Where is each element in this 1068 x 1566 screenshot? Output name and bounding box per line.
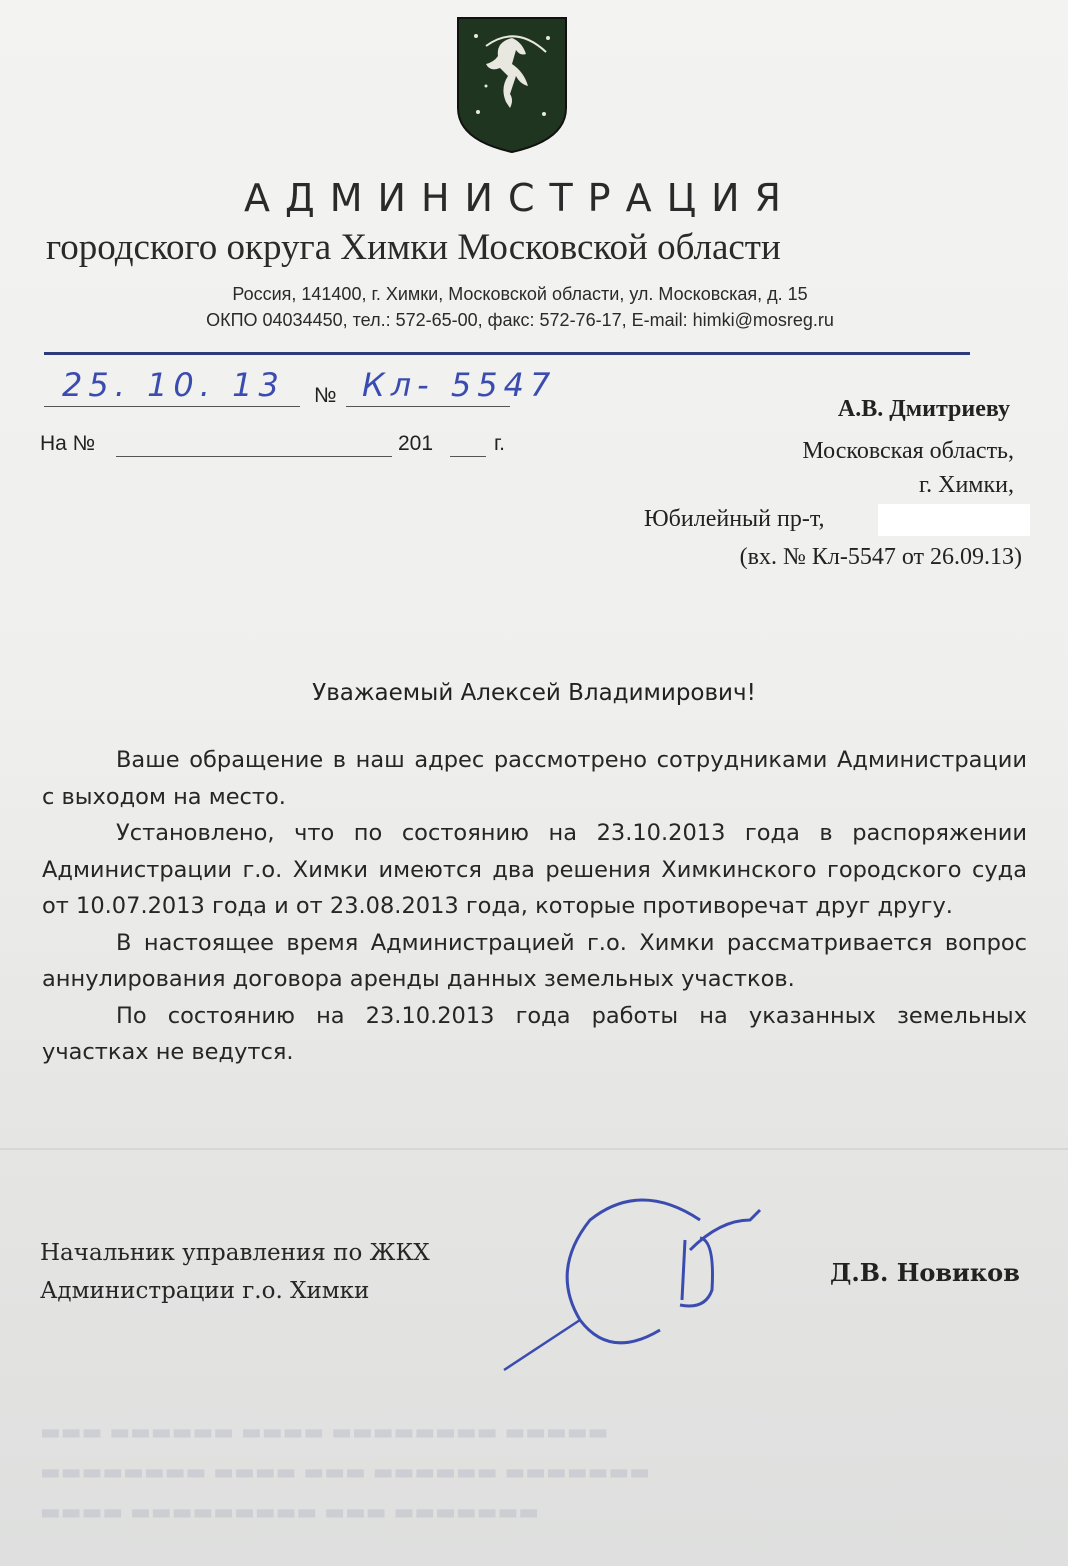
greeting: Уважаемый Алексей Владимирович! xyxy=(312,680,756,706)
recipient-city: г. Химки, xyxy=(918,472,1014,498)
organization-subtitle: городского округа Химки Московской области xyxy=(46,227,781,268)
paragraph: В настоящее время Администрацией г.о. Химки рассматривается вопрос аннулирования договора аренды данных земельных участков. xyxy=(42,929,1027,992)
coat-of-arms-icon xyxy=(456,16,568,154)
year-prefix: 201 xyxy=(398,432,434,455)
letter-body xyxy=(42,742,1027,1071)
incoming-reference: (вх. № Кл-5547 от 26.09.13) xyxy=(739,544,1022,570)
paragraph: Ваше обращение в наш адрес рассмотрено сотрудниками Администрации с выходом на место. xyxy=(42,747,1027,810)
paragraph: Установлено, что по состоянию на 23.10.2013 года в распоряжении Администрации г.о. Химки имеются два решения Химкинского городского суда от 10.07.2013 года и от 23.08.2013 года, которые противоречат друг другу. xyxy=(42,820,1027,919)
year-line xyxy=(450,456,486,457)
signatory-name: Д.В. Новиков xyxy=(830,1258,1020,1287)
signatory-position-line1: Начальник управления по ЖКХ xyxy=(40,1240,430,1266)
signatory-position-line2: Администрации г.о. Химки xyxy=(40,1278,370,1304)
date-handwritten: 25. 10. 13 xyxy=(62,366,285,404)
header-rule xyxy=(44,352,970,355)
show-through-text: ▬▬▬ ▬▬▬▬▬▬ ▬▬▬▬ ▬▬▬▬▬▬▬▬ ▬▬▬▬▬ xyxy=(40,1420,609,1445)
organization-title: АДМИНИСТРАЦИЯ xyxy=(244,176,796,220)
paper-fold xyxy=(0,1148,1068,1150)
number-label: № xyxy=(314,384,337,407)
reply-number-line xyxy=(116,456,392,457)
handwritten-signature xyxy=(490,1180,790,1380)
recipient-street: Юбилейный пр-т, xyxy=(644,506,825,532)
year-suffix: г. xyxy=(494,432,505,455)
address-line: Россия, 141400, г. Химки, Московской области, ул. Московская, д. 15 xyxy=(232,284,808,304)
contacts-line: ОКПО 04034450, тел.: 572-65-00, факс: 572-76-17, E-mail: himki@mosreg.ru xyxy=(206,310,834,330)
number-line xyxy=(346,406,510,407)
redacted-address xyxy=(878,504,1030,536)
date-line xyxy=(44,406,300,407)
recipient-region: Московская область, xyxy=(802,438,1014,464)
reply-number-label: На № xyxy=(40,432,96,455)
number-handwritten: Кл- 5547 xyxy=(362,366,557,404)
recipient-name: А.В. Дмитриеву xyxy=(837,396,1010,422)
show-through-text: ▬▬▬▬▬▬▬▬ ▬▬▬▬ ▬▬▬ ▬▬▬▬▬▬ ▬▬▬▬▬▬▬ xyxy=(40,1460,650,1485)
show-through-text: ▬▬▬▬ ▬▬▬▬▬▬▬▬▬ ▬▬▬ ▬▬▬▬▬▬▬ xyxy=(40,1500,540,1525)
paragraph: По состоянию на 23.10.2013 года работы на указанных земельных участках не ведутся. xyxy=(42,1002,1027,1065)
